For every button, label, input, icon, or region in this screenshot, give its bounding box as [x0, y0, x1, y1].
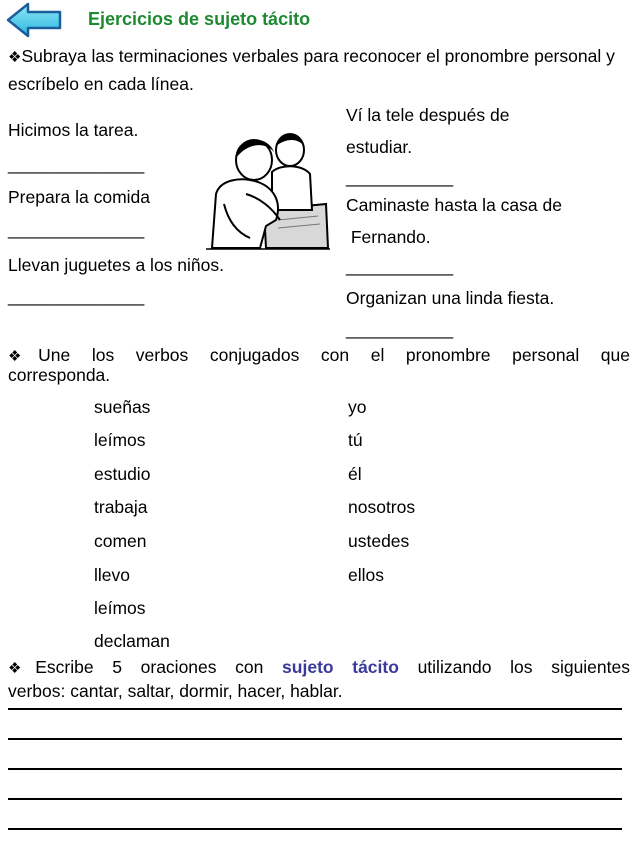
sentence-5-line1: Caminaste hasta la casa de	[346, 195, 562, 215]
section3-instruction-line1: ❖Escribe 5 oraciones con sujeto tácito utilizando los siguientes	[8, 657, 630, 677]
verb-item[interactable]: sueñas	[94, 397, 151, 417]
verb-item[interactable]: trabaja	[94, 497, 148, 517]
verb-item[interactable]: estudio	[94, 464, 151, 484]
section3-instruction-line2: verbos: cantar, saltar, dormir, hacer, hablar.	[8, 681, 343, 701]
section2-instruction-line1: ❖Une los verbos conjugados con el pronombre personal que	[8, 345, 630, 365]
back-arrow-icon[interactable]	[6, 2, 62, 38]
writing-line[interactable]	[8, 768, 622, 770]
sentence-3: Llevan juguetes a los niños.	[8, 255, 224, 275]
verb-item[interactable]: leímos	[94, 430, 146, 450]
section2-instruction-line2: corresponda.	[8, 365, 111, 385]
verb-item[interactable]: comen	[94, 531, 147, 551]
answer-blank-2[interactable]: ______________	[8, 219, 145, 239]
sentence-4-line2: estudiar.	[346, 137, 413, 157]
answer-lines	[8, 708, 622, 858]
section1-instruction: ❖Subraya las terminaciones verbales para reconocer el pronombre personal y escríbelo en cada línea.	[8, 46, 615, 94]
bullet-icon: ❖	[8, 660, 36, 677]
answer-blank-5[interactable]: ___________	[346, 256, 454, 276]
answer-blank-6[interactable]: ___________	[346, 319, 454, 339]
pronoun-item[interactable]: tú	[348, 430, 363, 450]
sentence-1: Hicimos la tarea.	[8, 120, 139, 140]
writing-line[interactable]	[8, 738, 622, 740]
highlight-term: sujeto tácito	[282, 657, 399, 677]
sentence-5-line2: Fernando.	[346, 227, 431, 247]
writing-line[interactable]	[8, 798, 622, 800]
two-boys-reading-illustration	[206, 124, 330, 250]
pronoun-item[interactable]: nosotros	[348, 497, 416, 517]
bullet-icon: ❖	[8, 348, 39, 365]
answer-blank-3[interactable]: ______________	[8, 286, 145, 306]
verb-item[interactable]: declaman	[94, 631, 170, 651]
writing-line[interactable]	[8, 828, 622, 830]
bullet-icon: ❖	[8, 49, 22, 66]
pronoun-item[interactable]: ustedes	[348, 531, 410, 551]
verb-item[interactable]: llevo	[94, 565, 130, 585]
writing-line[interactable]	[8, 708, 622, 710]
answer-blank-1[interactable]: ______________	[8, 154, 145, 174]
pronoun-item[interactable]: ellos	[348, 565, 384, 585]
pronoun-item[interactable]: yo	[348, 397, 367, 417]
answer-blank-4[interactable]: ___________	[346, 167, 454, 187]
sentence-2: Prepara la comida	[8, 187, 151, 207]
pronoun-item[interactable]: él	[348, 464, 362, 484]
page-title: Ejercicios de sujeto tácito	[88, 9, 311, 29]
verb-item[interactable]: leímos	[94, 598, 146, 618]
sentence-4-line1: Ví la tele después de	[346, 105, 510, 125]
sentence-6: Organizan una linda fiesta.	[346, 288, 555, 308]
